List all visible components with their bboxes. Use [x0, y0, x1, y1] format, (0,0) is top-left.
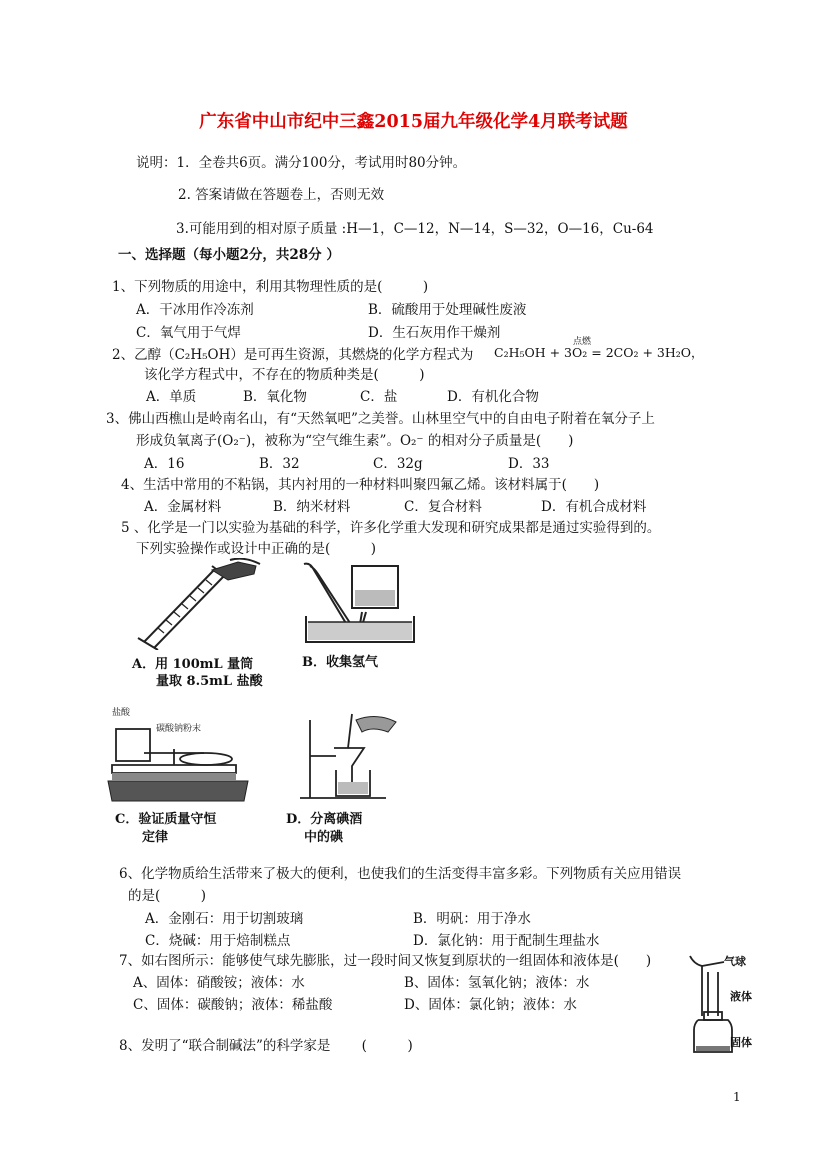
- q5-figure-c-balance: [104, 703, 254, 805]
- q7-figure-label-solid: 固体: [730, 1036, 752, 1049]
- q2-equation: C₂H₅OH + 3O₂ = 2CO₂ + 3H₂O，: [494, 345, 704, 360]
- q8-stem: 8、发明了“联合制碱法”的科学家是 ( ): [119, 1038, 413, 1054]
- q3-option-d: D．33: [508, 456, 550, 472]
- q4-stem: 4、生活中常用的不粘锅，其内衬用的一种材料叫聚四氟乙烯。该材料属于( ): [121, 477, 600, 493]
- q6-stem-a: 6、化学物质给生活带来了极大的便利，也使我们的生活变得丰富多彩。下列物质有关应用错误: [119, 866, 682, 882]
- q4-option-d: D．有机合成材料: [541, 499, 647, 515]
- q4-option-b: B．纳米材料: [273, 499, 351, 515]
- section-heading: 一、选择题（每小题2分，共28分 ）: [118, 247, 340, 263]
- page-number: 1: [733, 1090, 741, 1104]
- q2-stem-a: 2、乙醇（C₂H₅OH）是可再生资源，其燃烧的化学方程式为: [112, 347, 474, 363]
- q1-option-a: A．干冰用作冷冻剂: [136, 302, 254, 318]
- q2-option-a: A．单质: [146, 389, 197, 405]
- q2-option-b: B．氧化物: [243, 389, 307, 405]
- q5-figure-a-caption-1: A．用 100mL 量筒: [132, 657, 254, 672]
- q7-figure-label-balloon: 气球: [724, 955, 746, 968]
- q6-option-c: C．烧碱：用于焙制糕点: [145, 933, 291, 949]
- q7-option-d: D、固体：氯化钠；液体：水: [404, 997, 577, 1013]
- q5-figure-d-filtration: [296, 710, 406, 806]
- q6-option-a: A．金刚石：用于切割玻璃: [145, 911, 304, 927]
- q5-figure-d-caption-1: D．分离碘酒: [286, 812, 363, 827]
- q7-option-b: B、固体：氢氧化钠；液体：水: [404, 975, 590, 991]
- q5-figure-c-label-hcl: 盐酸: [112, 708, 131, 718]
- q5-figure-a-caption-2: 量取 8.5mL 盐酸: [156, 674, 263, 689]
- q7-stem: 7、如右图所示：能够使气球先膨胀，过一段时间又恢复到原状的一组固体和液体是( ): [119, 953, 652, 969]
- q5-figure-b-collection: [300, 560, 418, 646]
- q1-stem: 1、下列物质的用途中，利用其物理性质的是( ): [112, 279, 429, 295]
- instruction-line-1: 说明：1．全卷共6页。满分100分，考试用时80分钟。: [136, 155, 467, 171]
- q2-option-d: D．有机化合物: [447, 389, 539, 405]
- q3-stem-b: 形成负氧离子(O₂⁻)，被称为“空气维生素”。O₂⁻ 的相对分子质量是( ): [136, 433, 574, 449]
- q3-option-a: A．16: [144, 456, 185, 472]
- q4-option-a: A．金属材料: [144, 499, 222, 515]
- q6-option-d: D．氯化钠：用于配制生理盐水: [413, 933, 600, 949]
- q1-option-b: B．硫酸用于处理碱性废液: [368, 302, 527, 318]
- q7-figure-flask: [684, 950, 768, 1056]
- q3-option-b: B．32: [259, 456, 300, 472]
- q7-option-a: A、固体：硝酸铵；液体：水: [133, 975, 305, 991]
- page-title: 广东省中山市纪中三鑫2015届九年级化学4月联考试题: [199, 112, 628, 132]
- q7-figure-label-liquid: 液体: [730, 990, 752, 1003]
- q2-condition: 点燃: [573, 337, 592, 347]
- q3-stem-a: 3、佛山西樵山是岭南名山，有“天然氧吧”之美誉。山林里空气中的自由电子附着在氧分子上: [106, 411, 655, 427]
- q6-stem-b: 的是( ): [128, 888, 207, 904]
- q1-option-c: C．氧气用于气焊: [136, 325, 241, 341]
- instruction-line-2: 2. 答案请做在答题卷上，否则无效: [178, 187, 385, 203]
- q5-stem-a: 5 、化学是一门以实验为基础的科学，许多化学重大发现和研究成果都是通过实验得到的。: [121, 520, 661, 536]
- q5-figure-b-caption: B．收集氢气: [302, 655, 378, 670]
- q3-option-c: C．32g: [373, 456, 423, 472]
- q7-option-c: C、固体：碳酸钠；液体：稀盐酸: [133, 997, 333, 1013]
- q5-stem-b: 下列实验操作或设计中正确的是( ): [136, 541, 377, 557]
- q6-option-b: B．明矾：用于净水: [413, 911, 531, 927]
- q1-option-d: D．生石灰用作干燥剂: [368, 325, 501, 341]
- instruction-line-3: 3.可能用到的相对原子质量 :H—1，C—12，N—14，S—32，O—16，Cu-64: [176, 221, 654, 237]
- q5-figure-d-caption-2: 中的碘: [304, 830, 344, 845]
- q2-stem-b: 该化学方程式中，不存在的物质种类是( ): [144, 367, 425, 383]
- q5-figure-c-label-na2co3: 碳酸钠粉末: [156, 724, 202, 734]
- q5-figure-a-cylinder: [128, 558, 268, 650]
- q2-option-c: C．盐: [360, 389, 398, 405]
- q5-figure-c-caption-2: 定律: [142, 830, 169, 845]
- q5-figure-c-caption-1: C．验证质量守恒: [115, 812, 217, 827]
- q4-option-c: C．复合材料: [404, 499, 482, 515]
